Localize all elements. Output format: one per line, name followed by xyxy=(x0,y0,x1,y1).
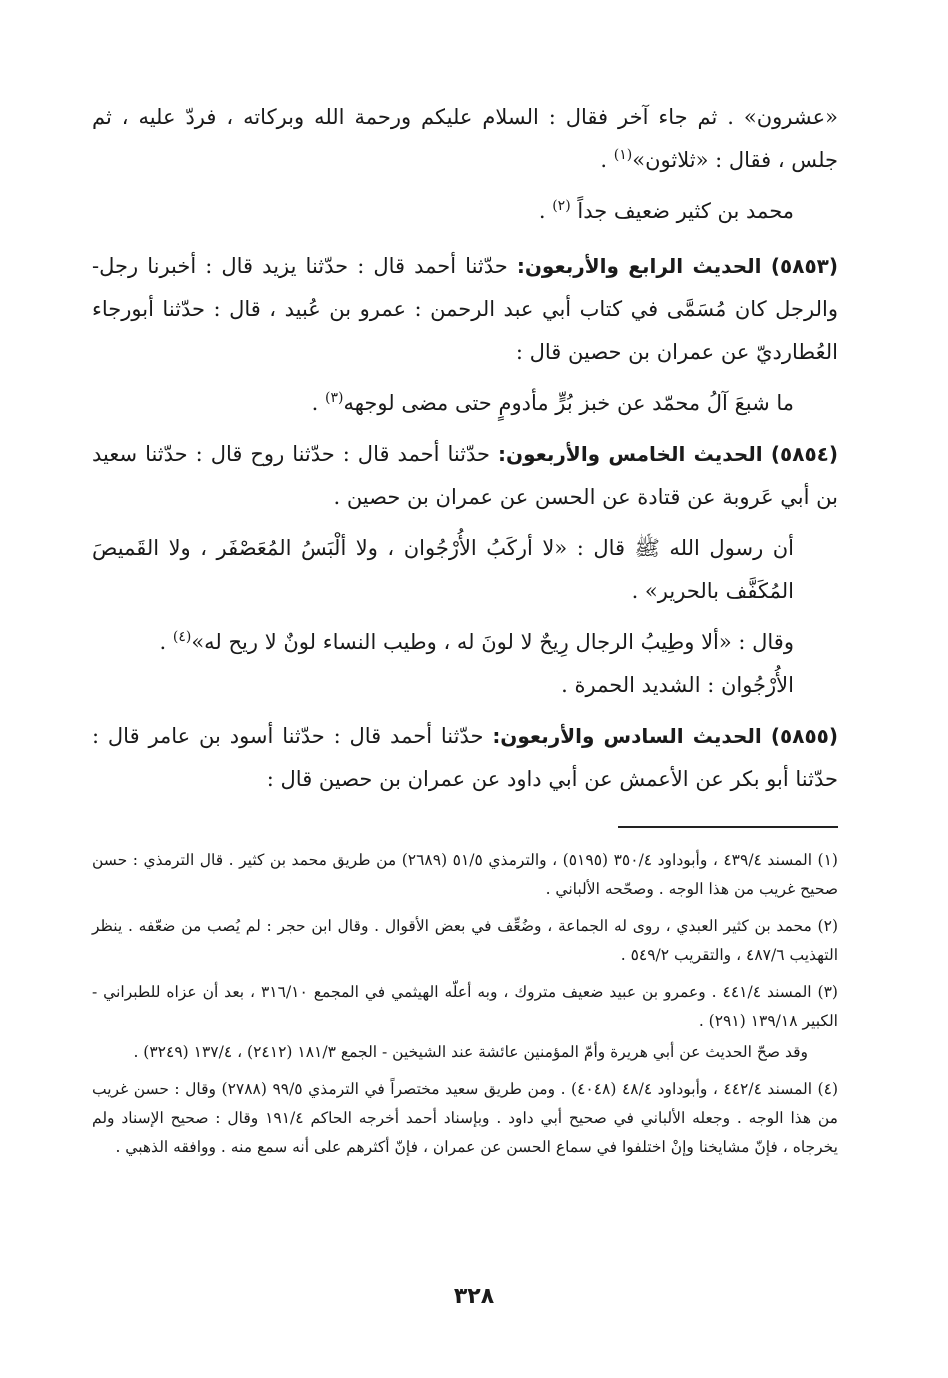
hadith-5853-isnad: حدّثنا أحمد قال : حدّثنا يزيد قال : أخبرنا رجل- والرجل كان مُسَمَّى في كتاب أبي عبد الرحمن : عمرو بن عُبيد ، قال : حدّثنا أبورجاء العُطارديّ عن عمران بن حصين قال : xyxy=(92,254,838,364)
hadith-5853-title: (٥٨٥٣) الحديث الرابع والأربعون: xyxy=(516,254,838,278)
paragraph-2-end: . xyxy=(538,199,553,223)
paragraph-1-text: «عشرون» . ثم جاء آخر فقال : السلام عليكم ورحمة الله وبركاته ، فردّ عليه ، ثم جلس ، فقال : «ثلاثون» xyxy=(92,105,838,172)
footnote-ref-4: (٤) xyxy=(172,629,192,645)
paragraph-2-text: محمد بن كثير ضعيف جداً xyxy=(577,199,794,223)
paragraph-2 xyxy=(92,190,838,233)
hadith-5854 xyxy=(92,433,838,519)
hadith-5853-matn-end: . xyxy=(311,391,326,415)
hadith-5853-matn-text: ما شبعَ آلُ محمّد عن خبز بُرٍّ مأدومٍ حتى مضى لوجهه xyxy=(343,391,794,415)
footnote-2: (٢) محمد بن كثير العبدي ، روى له الجماعة ، وضُعِّف في بعض الأقوال . وقال ابن حجر : لم يُصب من ضعّفه . ينظر التهذيب ٤٨٧/٦ ، والتقريب ٥٤٩/٢ . xyxy=(92,917,838,964)
hadith-5854-title: (٥٨٥٤) الحديث الخامس والأربعون: xyxy=(498,442,838,466)
main-text xyxy=(92,96,838,801)
gloss-urjuwan: الأُرْجُوان : الشديد الحمرة . xyxy=(561,673,794,697)
footnote-1: (١) المسند ٤٣٩/٤ ، وأبوداود ٣٥٠/٤ (٥١٩٥) ، والترمذي ٥١/٥ (٢٦٨٩) من طريق محمد بن كثير . قال الترمذي : حسن صحيح غريب من هذا الوجه . وصحّحه الألباني . xyxy=(92,851,838,898)
footnotes xyxy=(92,846,838,1170)
page-number: ٣٢٨ xyxy=(453,1284,495,1309)
footnote-divider xyxy=(618,826,838,828)
paragraph-1 xyxy=(92,96,838,182)
footnote-ref-3: (٣) xyxy=(325,390,344,406)
hadith-5855-title: (٥٨٥٥) الحديث السادس والأربعون: xyxy=(492,724,839,748)
hadith-5853-matn xyxy=(92,382,838,425)
footnote-4: (٤) المسند ٤٤٢/٤ ، وأبوداود ٤٨/٤ (٤٠٤٨) . ومن طريق سعيد مختصراً في الترمذي ٩٩/٥ (٢٧٨٨) وقال : حسن غريب من هذا الوجه . وجعله الألباني في صحيح أبي داود . وبإسناد أحمد أخرجه الحاكم ١٩١/٤ وقال : صحيح الإسناد ولم يخرجاه ، فإنّ مشايخنا وإنْ اختلفوا في سماع الحسن عن عمران ، فإنّ أكثرهم على أنه سمع منه . ووافقه الذهبي . xyxy=(92,1080,838,1156)
hadith-5855 xyxy=(92,715,838,801)
hadith-5854-isnad: حدّثنا أحمد قال : حدّثنا روح قال : حدّثنا سعيد بن أبي عَروبة عن قتادة عن الحسن عن عمران بن حصين . xyxy=(92,442,838,509)
hadith-5854-matn-2-text: وقال : «ألا وطِيبُ الرجال رِيحٌ لا لونَ له ، وطيب النساء لونٌ لا ريح له» xyxy=(191,630,794,654)
footnote-3-continued: وقد صحّ الحديث عن أبي هريرة وأمّ المؤمنين عائشة عند الشيخين - الجمع ١٨١/٣ (٢٤١٢) ، ١٣٧/٤ (٣٢٤٩) . xyxy=(133,1043,808,1061)
footnote-ref-2: (٢) xyxy=(552,198,571,214)
hadith-5854-matn-2 xyxy=(92,621,838,664)
hadith-5853 xyxy=(92,245,838,374)
paragraph-1-end: . xyxy=(600,148,614,172)
hadith-5854-matn-1: أن رسول الله ﷺ قال : «لا أركَبُ الأُرْجُوان ، ولا ألْبَسُ المُعَصْفَر ، ولا القَميصَ المُكَفَّف بالحرير» . xyxy=(92,536,794,603)
footnote-3: (٣) المسند ٤٤١/٤ . وعمرو بن عبيد ضعيف متروك ، وبه أعلّه الهيثمي في المجمع ٣١٦/١٠ ، بعد أن عزاه للطبراني - الكبير ١٣٩/١٨ (٢٩١) . xyxy=(92,983,838,1030)
hadith-5855-isnad: حدّثنا أحمد قال : حدّثنا أسود بن عامر قال : حدّثنا أبو بكر عن الأعمش عن أبي داود عن عمران بن حصين قال : xyxy=(92,724,838,791)
hadith-5854-matn-2-end: . xyxy=(159,630,173,654)
footnote-ref-1: (١) xyxy=(613,147,633,163)
